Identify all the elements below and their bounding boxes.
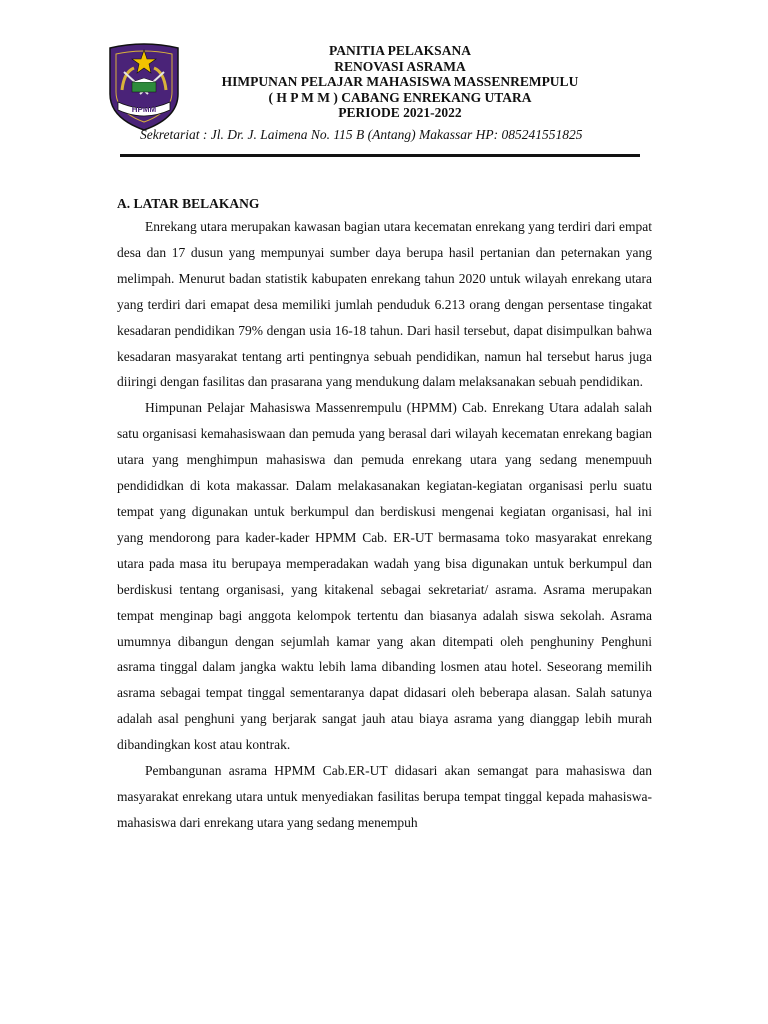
letterhead-line: ( H P M M ) CABANG ENREKANG UTARA — [268, 89, 532, 105]
secretariat-address: Sekretariat : Jl. Dr. J. Laimena No. 115 B (Antang) Makassar HP: 085241551825 — [140, 127, 583, 142]
letterhead-line: RENOVASI ASRAMA — [334, 58, 466, 74]
section-heading: A. LATAR BELAKANG — [117, 196, 260, 211]
paragraph: Himpunan Pelajar Mahasiswa Massenrempulu (HPMM) Cab. Enrekang Utara adalah salah satu organisasi kemahasiswaan dan pemuda yang berasal dari wilayah kecematan enrekang bagian utara yang menghimpun mahasiswa dan pemuda enrekang utara yang sedang menempuuh pendididkan di kota makassar. Dalam melakasanakan kegiatan-kegiatan organisasi perlu suatu tempat yang digunakan untuk berkumpul dan berdiskusi mengenai kegiatan organisasi, hal ini yang mendorong para kader-kader HPMM Cab. ER-UT bermasama toko masyarakat enrekang utara pada masa itu berupaya memperadakan wadah yang bisa digunakan untuk berkumpul dan berdiskusi tentang organisasi, yang kitakenal sebagai sekretariat/ asrama. Asrama merupakan tempat menginap bagi anggota kelompok tertentu dan biasanya adalah siswa sekolah. Asrama umumnya dibangun dengan sejumlah kamar yang akan ditempati oleh penghuniny Penghuni asrama tinggal dalam jangka waktu lebih lama dibanding losmen atau hotel. Seseorang memilih asrama sebagai tempat tinggal sementaranya dapat didasari oleh beberapa alasan. Salah satunya adalah asal penghuni yang berjarak sangat jauh atau biaya asrama yang dianggap lebih murah dibandingkan kost atau kontrak. — [117, 400, 652, 753]
logo-text: HPMM — [131, 105, 157, 114]
paragraph: Enrekang utara merupakan kawasan bagian utara kecematan enrekang yang terdiri dari empat desa dan 17 dusun yang mempunyai sumber daya berupa hasil pertanian dan peternakan yang melimpah. Menurut badan statistik kabupaten enrekang tahun 2020 untuk wilayah enrekang utara yang terdiri dari emapat desa memiliki jumlah penduduk 6.213 orang dengan persentase tingakat kesadaran pendidikan 79% dengan usia 16-18 tahun. Dari hasil tersebut, dapat disimpulkan bahwa kesadaran masyarakat tentang arti pentingnya sebuah pendidikan, namun hal tersebut harus juga diiringi dengan fasilitas dan prasarana yang mendukung dalam melaksanakan sebuah pendidikan. — [117, 219, 652, 390]
hpmm-logo — [104, 42, 184, 132]
letterhead-line: PANITIA PELAKSANA — [329, 43, 471, 58]
section-body — [117, 214, 652, 836]
letterhead-divider — [120, 154, 640, 157]
paragraph: Pembangunan asrama HPMM Cab.ER-UT didasari akan semangat para mahasiswa dan masyarakat enrekang utara untuk menyediakan fasilitas berupa tempat tinggal kepada mahasiswa-mahasiswa dari enrekang utara yang sedang menempuh — [117, 763, 652, 830]
letterhead-line: HIMPUNAN PELAJAR MAHASISWA MASSENREMPULU — [221, 74, 579, 90]
letterhead-line: PERIODE 2021-2022 — [338, 105, 462, 121]
letterhead-title — [180, 43, 620, 121]
